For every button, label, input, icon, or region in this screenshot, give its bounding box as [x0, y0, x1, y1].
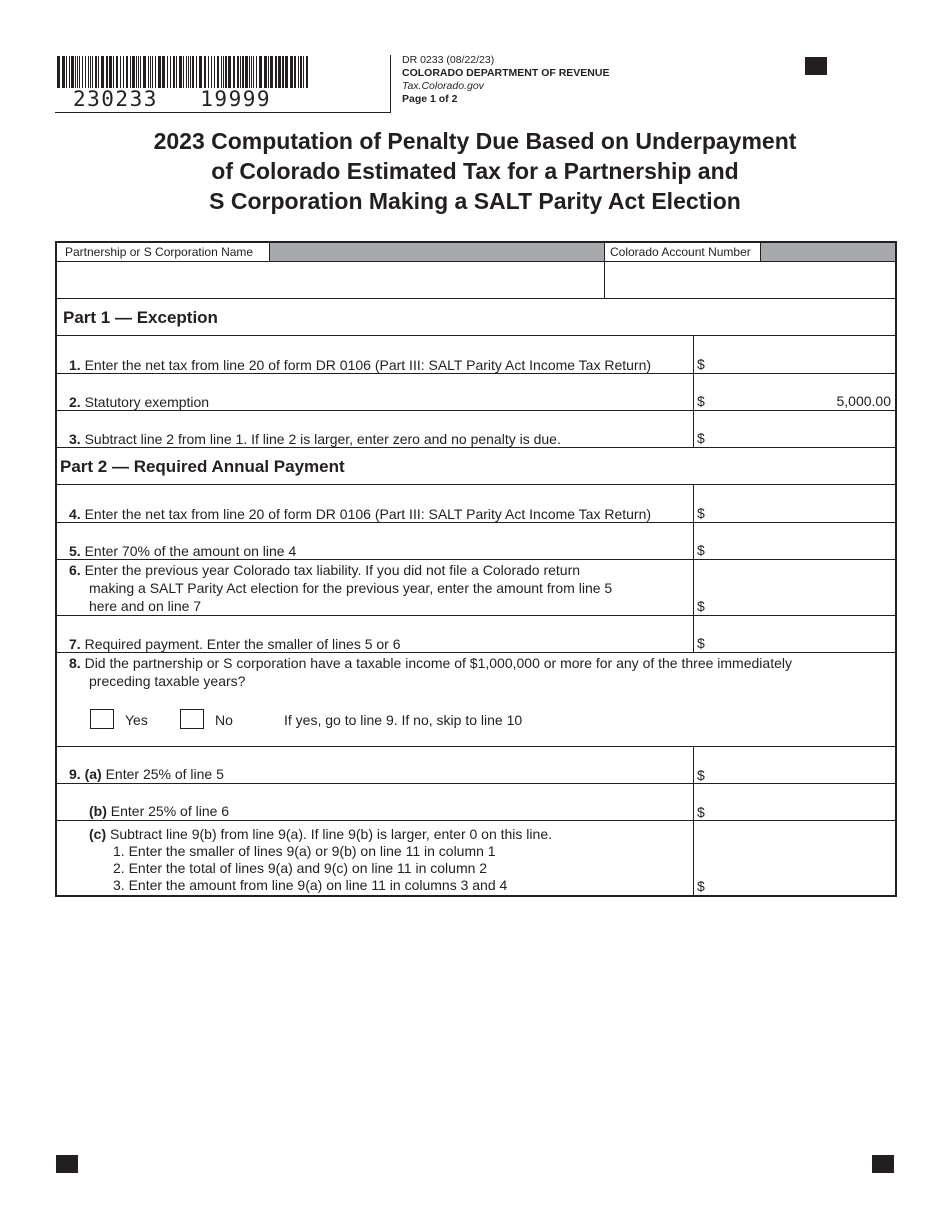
line3-label: 3. Subtract line 2 from line 1. If line 2 is larger, enter zero and no penalty is due.	[69, 431, 561, 447]
form-header-info	[402, 54, 609, 106]
line2-label: 2. Statutory exemption	[69, 394, 210, 410]
website: Tax.Colorado.gov	[402, 80, 484, 92]
page-indicator: Page 1 of 2	[402, 93, 458, 105]
line7-dollar: $	[697, 635, 705, 651]
account-label: Colorado Account Number	[610, 245, 751, 259]
line1-label: 1. Enter the net tax from line 20 of form DR 0106 (Part III: SALT Parity Act Income Tax Return)	[69, 357, 652, 373]
line8-label: 8. Did the partnership or S corporation have a taxable income of $1,000,000 or more for any of the three immediately preceding taxable years?	[69, 655, 792, 689]
form-table	[55, 241, 897, 897]
line4-label: 4. Enter the net tax from line 20 of form DR 0106 (Part III: SALT Parity Act Income Tax Return)	[69, 506, 652, 522]
title-line-2: of Colorado Estimated Tax for a Partnership and	[211, 158, 739, 184]
line1-dollar: $	[697, 356, 705, 372]
barcode	[57, 56, 311, 88]
account-field[interactable]	[607, 263, 891, 297]
line6-label: 6. Enter the previous year Colorado tax liability. If you did not file a Colorado return making a SALT Parity Act election for the previous year, enter the amount from line 5 here and on line 7	[69, 562, 613, 614]
registration-mark-top-right	[805, 57, 827, 75]
line7-label: 7. Required payment. Enter the smaller of lines 5 or 6	[69, 636, 401, 652]
form-number: DR 0233 (08/22/23)	[402, 54, 495, 66]
part1-heading: Part 1 — Exception	[63, 308, 218, 327]
line9c-dollar: $	[697, 878, 705, 894]
line9b-dollar: $	[697, 804, 705, 820]
line9c-label: (c) Subtract line 9(b) from line 9(a). If line 9(b) is larger, enter 0 on this line. 1. Enter the smaller of lines 9(a) or 9(b) on line 11 in column 1 2. Enter the total of lines 9(a) and 9(c) on line 11 in column 2 3. Enter the amount from line 9(a) on line 11 in columns 3 and 4	[89, 826, 552, 893]
department-name: COLORADO DEPARTMENT OF REVENUE	[402, 67, 610, 79]
line5-dollar: $	[697, 542, 705, 558]
line8-no-checkbox[interactable]	[180, 709, 204, 729]
name-field[interactable]	[59, 263, 599, 297]
name-label: Partnership or S Corporation Name	[65, 245, 254, 259]
line5-label: 5. Enter 70% of the amount on line 4	[69, 543, 297, 559]
line6-dollar: $	[697, 598, 705, 614]
registration-mark-bottom-left	[56, 1155, 78, 1173]
line3-dollar: $	[697, 430, 705, 446]
title-line-3: S Corporation Making a SALT Parity Act Election	[209, 188, 741, 214]
form-title	[55, 126, 895, 216]
part2-heading: Part 2 — Required Annual Payment	[60, 457, 345, 476]
line8-no-label: No	[215, 712, 233, 728]
title-line-1: 2023 Computation of Penalty Due Based on Underpayment	[153, 128, 797, 154]
line8-yes-label: Yes	[125, 712, 148, 728]
line2-dollar: $	[697, 393, 705, 409]
line4-dollar: $	[697, 505, 705, 521]
line9b-label: (b) Enter 25% of line 6	[89, 803, 230, 819]
barcode-number: 230233 19999	[73, 87, 272, 111]
line8-instruction: If yes, go to line 9. If no, skip to line 10	[284, 712, 523, 728]
line8-yes-checkbox[interactable]	[90, 709, 114, 729]
line2-amount: 5,000.00	[836, 393, 891, 409]
barcode-area	[55, 55, 391, 113]
line9a-label: 9. (a) Enter 25% of line 5	[69, 766, 224, 782]
account-label-shade	[761, 243, 895, 261]
line9a-dollar: $	[697, 767, 705, 783]
registration-mark-bottom-right	[872, 1155, 894, 1173]
name-label-shade	[270, 243, 604, 261]
